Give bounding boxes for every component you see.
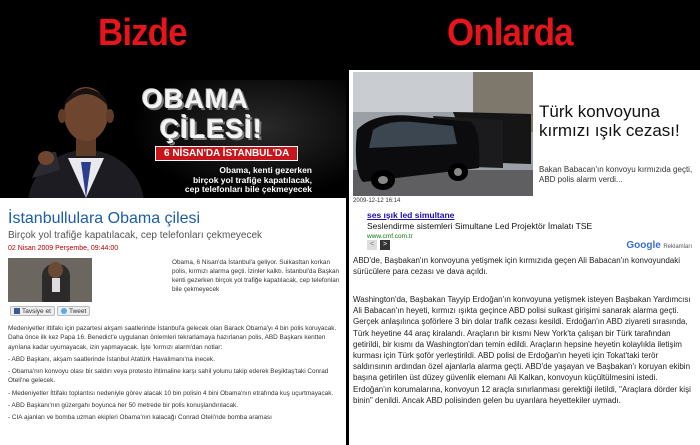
ads-label: Reklamları — [663, 244, 692, 250]
banner-lines — [147, 166, 312, 195]
article-subheadline: Birçok yol trafiğe kapatılacak, cep telefonları çekmeyecek — [8, 230, 263, 241]
twitter-icon — [61, 308, 67, 314]
ad-title-link[interactable]: ses ışık led simultane — [367, 210, 455, 220]
banner-line: Obama, kenti gezerken — [219, 165, 312, 175]
left-banner — [0, 80, 346, 198]
banner-title-line2: ÇİLESİ! — [160, 114, 264, 144]
banner-line: cep telefonları bile çekmeyecek — [184, 184, 312, 194]
body-paragraph: Medeniyetler ittifakı için pazartesi akşam saatlerinde İstanbul'a gelecek olan Barack Obama'yı 4 bin polis koruyacak. Daha önce ilk kez Papa 16. Benedict'e uygulanan önlemleri tekrarlamaya hazırlanan polis, ABD Başkanı kentten ayrılana kadar uyumayacak, izin yapmayacak. İşte 'kırmızı alarm'dan notlar: — [8, 325, 337, 351]
article-thumbnail — [8, 258, 92, 302]
article-date: 02 Nisan 2009 Perşembe, 09:44:00 — [8, 245, 119, 252]
heading-bizde: Bizde — [98, 12, 187, 54]
body-paragraph: - Obama'nın konvoyu olası bir saldırı veya protesto ihtimaline karşı sahil yolunu takip ederek Beşiktaş'taki Conrad Oteli'ne gelecek. — [8, 368, 329, 385]
body-paragraph: - Medeniyetler İttifakı toplantısı nedeniyle görev alacak 10 bin polisin 4 bini Obama'nın etrafında kuş uçurtmayacak. — [8, 389, 334, 397]
banner-subtitle: 6 NİSAN'DA İSTANBUL'DA — [155, 146, 298, 161]
photo-date: 2009-12-12 16:14 — [353, 198, 401, 204]
heading-onlarda: Onlarda — [447, 12, 573, 54]
right-lead: ABD'de, Başbakan'ın konvoyuna yetişmek için kırmızıda geçen Ali Babacan'ın konvoyundaki sürücülere para cezası ve dava açıldı. — [353, 256, 680, 276]
ad-next-button[interactable]: > — [380, 240, 390, 250]
body-paragraph: - CIA ajanları ve bomba uzman ekipleri Obama'nın kalacağı Conrad Oteli'nde bomba araması — [8, 414, 272, 422]
banner-title — [142, 84, 263, 144]
tweet-label: Tweet — [69, 308, 87, 315]
right-body: Washington'da, Başbakan Tayyip Erdoğan'ın konvoyuna yetişmek isteyen Başbakan Yardımcısı Ali Babacan'ın heyeti, kırmızı ışıkta geçince ABD polisi suikast girişimi sanarak alarma geçti. Gerçek anlaşılınca şoförlere 3 bin dolar trafik cezası kesildi. Erdoğan'ın ABD ziyareti sırasında, Türk heyetine 44 araç kiralandı. Araçların bir kısmı New York'ta çalışan bir Türk tarafından getirildi, bir kısmı da Washington'dan temin edildi. Araçların hepsine heyetin kolaylıkla iletişim kurması için Türk şoför yerleştirildi. ABD polisi de Erdoğan'ın heyeti için Tokat'taki terör saldırısının ardından özel ajanlarla alarma geçti. ABD'de yaşayan ve Başbakan'ı koruyan ekibin başına getirilen üst düzey güvenlik elemanı Ali Kalkan, konvoyun küçültülmesini istedi. Erdoğan'ın korumalarına, konvoyun 12 araçla sınırlanması gerektiği iletildi, "Araçlara dörder kişi binin" denildi. Ancak ABD polisinden gelen bu uyarılara heyettekiler uymadı. — [353, 295, 691, 405]
facebook-icon — [14, 308, 20, 314]
article-headline[interactable]: İstanbullulara Obama çilesi — [8, 210, 201, 227]
google-logo: Google — [626, 240, 661, 251]
banner-line: birçok yol trafiğe kapatılacak, — [192, 174, 312, 185]
article-body — [8, 324, 342, 426]
tweet-button[interactable] — [57, 306, 90, 316]
convoy-photo — [353, 72, 533, 196]
ad-url[interactable]: www.cmf.com.tr — [367, 233, 413, 240]
right-article — [349, 70, 700, 445]
google-ads-brand[interactable] — [626, 240, 692, 251]
left-article — [0, 198, 346, 445]
body-paragraph: - ABD Başkanı, akşam saatlerinde İstanbul Atatürk Havalimanı'na inecek. — [8, 355, 215, 363]
ad-description: Seslendirme sistemleri Simultane Led Projektör İmalatı TSE — [367, 221, 593, 231]
banner-title-line1: OBAMA — [142, 84, 249, 114]
facebook-label: Tavsiye et — [22, 308, 51, 315]
obama-portrait — [26, 80, 144, 198]
facebook-recommend-button[interactable] — [10, 306, 55, 316]
ad-prev-button[interactable]: < — [367, 240, 377, 250]
article-intro: Obama, 6 Nisan'da İstanbul'a geliyor. Suikasttan korkan polis, kırmızı alarma geçti. İzinler kalktı. İstanbul'da Başkan kenti gezerken birçok yol trafiğe kapatılacak, cep telefonları bile çekmeyecek — [172, 259, 340, 293]
right-headline[interactable]: Türk konvoyuna kırmızı ışık cezası! — [539, 102, 680, 140]
right-summary: Bakan Babacan'ın konvoyu kırmızıda geçti, ABD polis alarm verdi... — [539, 165, 693, 184]
body-paragraph: - ABD Başkanı'nın güzergahı boyunca her 50 metrede bir polis konuşlandırılacak. — [8, 402, 238, 410]
google-ad — [353, 210, 698, 256]
